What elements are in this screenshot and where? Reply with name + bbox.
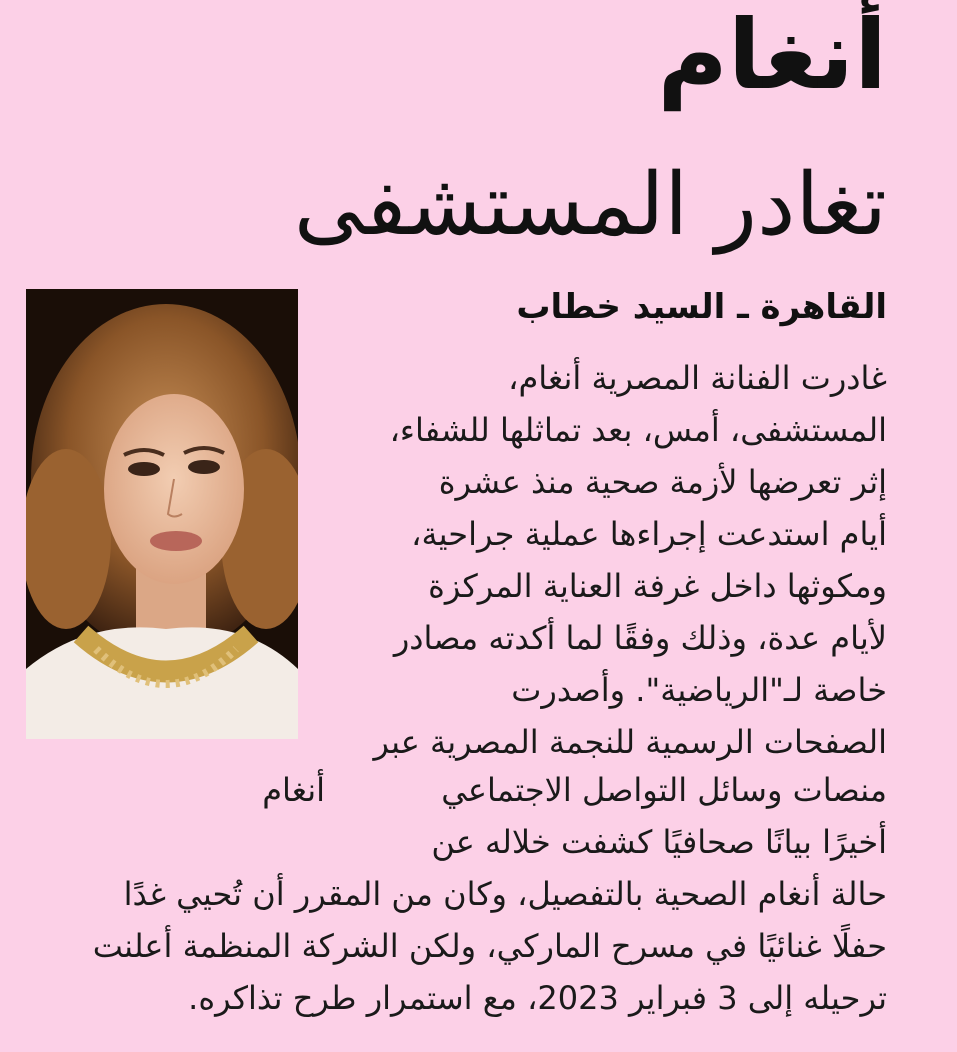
body-line: المستشفى، أمس، بعد تماثلها للشفاء، <box>389 411 887 449</box>
byline: القاهرة ـ السيد خطاب <box>516 287 887 327</box>
subheadline: تغادر المستشفى <box>293 155 887 255</box>
body-line: إثر تعرضها لأزمة صحية منذ عشرة <box>438 463 887 501</box>
body-line: أيام استدعت إجراءها عملية جراحية، <box>411 515 887 553</box>
portrait-illustration <box>26 289 298 739</box>
body-line: حفلًا غنائيًا في مسرح الماركي، ولكن الشركة المنظمة أعلنت <box>92 927 887 965</box>
headline: أنغام <box>657 0 887 111</box>
body-line: غادرت الفنانة المصرية أنغام، <box>508 359 887 397</box>
photo-caption: أنغام <box>262 771 325 809</box>
portrait-photo <box>26 289 298 739</box>
body-line: خاصة لـ"الرياضية". وأصدرت <box>511 671 887 709</box>
body-line: ومكوثها داخل غرفة العناية المركزة <box>428 567 887 605</box>
body-line: أخيرًا بيانًا صحافيًا كشفت خلاله عن <box>431 823 887 861</box>
body-line: ترحيله إلى 3 فبراير 2023، مع استمرار طرح تذاكره. <box>188 979 887 1017</box>
body-line: حالة أنغام الصحية بالتفصيل، وكان من المقرر أن تُحيي غدًا <box>123 875 887 913</box>
body-line: لأيام عدة، وذلك وفقًا لما أكدته مصادر <box>393 619 887 657</box>
body-line: الصفحات الرسمية للنجمة المصرية عبر <box>373 723 887 761</box>
body-line: منصات وسائل التواصل الاجتماعي <box>441 771 887 809</box>
